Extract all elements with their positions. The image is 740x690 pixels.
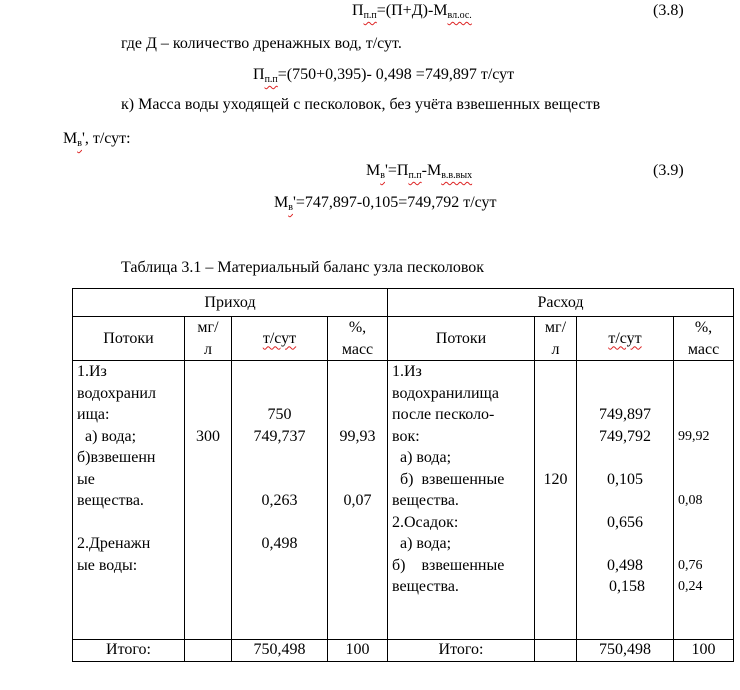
col-tsut-in bbox=[232, 317, 328, 361]
eq39-m-sub: в bbox=[380, 170, 385, 181]
calc2-m-sub: в bbox=[288, 202, 293, 213]
eq38-mid: =(П+Д)-М bbox=[376, 2, 448, 19]
in-pct-cell: 99,93 0,07 bbox=[328, 361, 388, 640]
calc2-rhs: '=747,897-0,105=749,792 т/сут bbox=[292, 194, 497, 211]
mv-m: М bbox=[63, 130, 78, 147]
col-tsut-in-text: т/сут bbox=[262, 329, 297, 347]
eq38-lhs: П bbox=[352, 2, 364, 19]
col-mgl-in: мг/ л bbox=[185, 317, 232, 361]
equation-number-3-9: (3.9) bbox=[653, 162, 684, 179]
col-mgl-out: мг/ л bbox=[535, 317, 577, 361]
where-line: где Д – количество дренажных вод, т/сут. bbox=[121, 35, 402, 52]
equation-3-9 bbox=[366, 162, 472, 181]
out-flows-cell: 1.Из водохранилища после песколо- вок: а) вода; б) взвешенные вещества. 2.Осадок: а) вода; б) взвешенные вещества. bbox=[388, 361, 535, 640]
calc1-rhs: =(750+0,395)- 0,498 =749,897 т/сут bbox=[277, 66, 515, 83]
col-flows-out: Потоки bbox=[388, 317, 535, 361]
eq38-mid-sub: вл.ос. bbox=[447, 10, 472, 21]
col-flows-in: Потоки bbox=[73, 317, 185, 361]
out-total-tsut: 750,498 bbox=[577, 639, 674, 661]
col-tsut-out-text: т/сут bbox=[608, 329, 642, 347]
calc-line-2 bbox=[274, 194, 497, 213]
mv-line bbox=[63, 130, 131, 149]
income-header: Приход bbox=[73, 289, 388, 317]
calc1-lhs: П bbox=[253, 66, 265, 83]
calc1-lhs-sub: п.п bbox=[264, 74, 278, 85]
material-balance-table bbox=[72, 288, 734, 662]
mv-rest: ', т/сут: bbox=[81, 130, 131, 147]
eq39-dash: -М bbox=[421, 162, 442, 179]
eq38-lhs-sub: п.п bbox=[363, 10, 377, 21]
out-total-label: Итого: bbox=[388, 639, 535, 661]
in-total-pct: 100 bbox=[328, 639, 388, 661]
table-caption: Таблица 3.1 – Материальный баланс узла песколовок bbox=[121, 259, 485, 276]
eq39-dash-sub: в.в.вых bbox=[441, 170, 473, 181]
out-total-pct: 100 bbox=[674, 639, 734, 661]
in-tsut-cell: 750 749,737 0,263 0,498 bbox=[232, 361, 328, 640]
mv-m-sub: в bbox=[77, 138, 82, 149]
outcome-header: Расход bbox=[388, 289, 734, 317]
equation-3-8 bbox=[352, 2, 472, 21]
col-pct-in: %, масс bbox=[328, 317, 388, 361]
out-pct-cell: 99,92 0,08 0,76 0,24 bbox=[674, 361, 734, 640]
out-tsut-cell: 749,897 749,792 0,105 0,656 0,498 0,158 bbox=[577, 361, 674, 640]
eq39-mid-sub: п.п bbox=[408, 170, 422, 181]
equation-number-3-8: (3.8) bbox=[653, 2, 684, 19]
col-tsut-out bbox=[577, 317, 674, 361]
in-total-label: Итого: bbox=[73, 639, 185, 661]
in-flows-cell: 1.Из водохранил ища: а) вода; б)взвешенн ые вещества. 2.Дренажн ые воды: bbox=[73, 361, 185, 640]
calc-line-1 bbox=[253, 66, 514, 85]
in-mgl-cell: 300 bbox=[185, 361, 232, 640]
eq39-m: М bbox=[366, 162, 381, 179]
paragraph-k: к) Масса воды уходящей с песколовок, без учёта взвешенных веществ bbox=[121, 96, 601, 113]
out-total-mgl bbox=[535, 639, 577, 661]
col-pct-out: %, масс bbox=[674, 317, 734, 361]
eq39-mid: '=П bbox=[384, 162, 409, 179]
out-mgl-cell: 120 bbox=[535, 361, 577, 640]
in-total-mgl bbox=[185, 639, 232, 661]
calc2-m: М bbox=[274, 194, 289, 211]
in-total-tsut: 750,498 bbox=[232, 639, 328, 661]
